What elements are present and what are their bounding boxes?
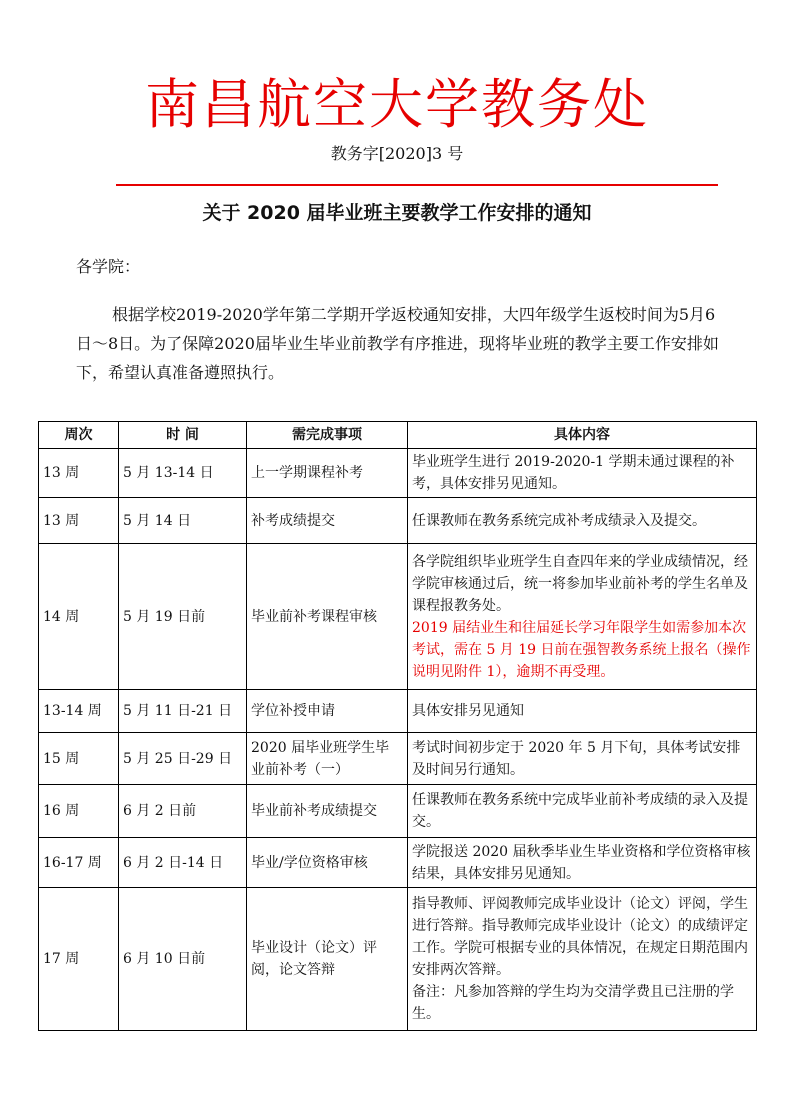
content-text: 具体安排另见通知 (412, 703, 524, 719)
content-text: 任课教师在教务系统中完成毕业前补考成绩的录入及提交。 (412, 792, 748, 830)
table-row (39, 785, 757, 838)
row-time: 6 月 10 日前 (119, 888, 247, 1031)
row-time: 5 月 19 日前 (119, 544, 247, 690)
header-time: 时 间 (119, 422, 247, 449)
content-text: 各学院组织毕业班学生自查四年来的学业成绩情况，经学院审核通过后，统一将参加毕业前补考的学生名单及课程报教务处。 (412, 553, 748, 614)
row-task: 学位补授申请 (247, 690, 408, 733)
content-text: 指导教师、评阅教师完成毕业设计（论文）评阅，学生进行答辩。指导教师完成毕业设计（论文）的成绩评定工作。学院可根据专业的具体情况，在规定日期范围内安排两次答辩。 (412, 896, 748, 978)
table-row (39, 498, 757, 544)
content-text: 毕业班学生进行 2019-2020-1 学期未通过课程的补考，具体安排另见通知。 (412, 454, 735, 492)
row-week: 13 周 (39, 449, 119, 498)
row-week: 13 周 (39, 498, 119, 544)
table-row (39, 733, 757, 785)
row-content (408, 498, 757, 544)
table-row (39, 838, 757, 888)
row-time: 5 月 25 日-29 日 (119, 733, 247, 785)
salutation: 各学院： (76, 257, 141, 276)
content-text: 任课教师在教务系统完成补考成绩录入及提交。 (412, 512, 706, 529)
row-time: 5 月 13-14 日 (119, 449, 247, 498)
table-row (39, 544, 757, 690)
row-content (408, 690, 757, 733)
schedule-table (38, 421, 757, 1031)
row-task: 上一学期课程补考 (247, 449, 408, 498)
row-task: 毕业设计（论文）评阅，论文答辩 (247, 888, 408, 1031)
row-task: 毕业前补考课程审核 (247, 544, 408, 690)
header-week: 周次 (39, 422, 119, 449)
content-red-notice: 2019 届结业生和往届延长学习年限学生如需参加本次考试，需在 5 月 19 日前在强智教务系统上报名（操作说明见附件 1），逾期不再受理。 (412, 619, 751, 680)
header-content: 具体内容 (408, 422, 757, 449)
notice-title: 关于 2020 届毕业班主要教学工作安排的通知 (202, 202, 592, 224)
table-row (39, 449, 757, 498)
row-task: 2020 届毕业班学生毕业前补考（一） (247, 733, 408, 785)
row-content (408, 785, 757, 838)
row-content (408, 449, 757, 498)
row-week: 15 周 (39, 733, 119, 785)
row-task: 补考成绩提交 (247, 498, 408, 544)
content-text: 学院报送 2020 届秋季毕业生毕业资格和学位资格审核结果，具体安排另见通知。 (412, 843, 751, 882)
row-time: 6 月 2 日-14 日 (119, 838, 247, 888)
row-week: 16-17 周 (39, 838, 119, 888)
row-week: 17 周 (39, 888, 119, 1031)
content-text: 考试时间初步定于 2020 年 5 月下旬，具体考试安排及时间另行通知。 (412, 739, 741, 778)
org-title: 南昌航空大学教务处 (145, 73, 649, 136)
red-divider (116, 184, 718, 186)
doc-number: 教务字[2020]3 号 (330, 144, 464, 163)
table-header-row (39, 422, 757, 449)
intro-paragraph: 根据学校2019-2020学年第二学期开学返校通知安排，大四年级学生返校时间为5月6日～8日。为了保障2020届毕业生毕业前教学有序推进，现将毕业班的教学主要工作安排如下，希望认真准备遵照执行。 (76, 305, 719, 382)
row-time: 5 月 11 日-21 日 (119, 690, 247, 733)
row-task: 毕业/学位资格审核 (247, 838, 408, 888)
table-row (39, 690, 757, 733)
row-content (408, 838, 757, 888)
row-time: 5 月 14 日 (119, 498, 247, 544)
content-note: 备注：凡参加答辩的学生均为交清学费且已注册的学生。 (412, 984, 734, 1022)
row-week: 14 周 (39, 544, 119, 690)
row-task: 毕业前补考成绩提交 (247, 785, 408, 838)
table-row (39, 888, 757, 1031)
row-content (408, 733, 757, 785)
row-time: 6 月 2 日前 (119, 785, 247, 838)
row-content (408, 888, 757, 1031)
row-week: 13-14 周 (39, 690, 119, 733)
row-week: 16 周 (39, 785, 119, 838)
row-content (408, 544, 757, 690)
header-task: 需完成事项 (247, 422, 408, 449)
